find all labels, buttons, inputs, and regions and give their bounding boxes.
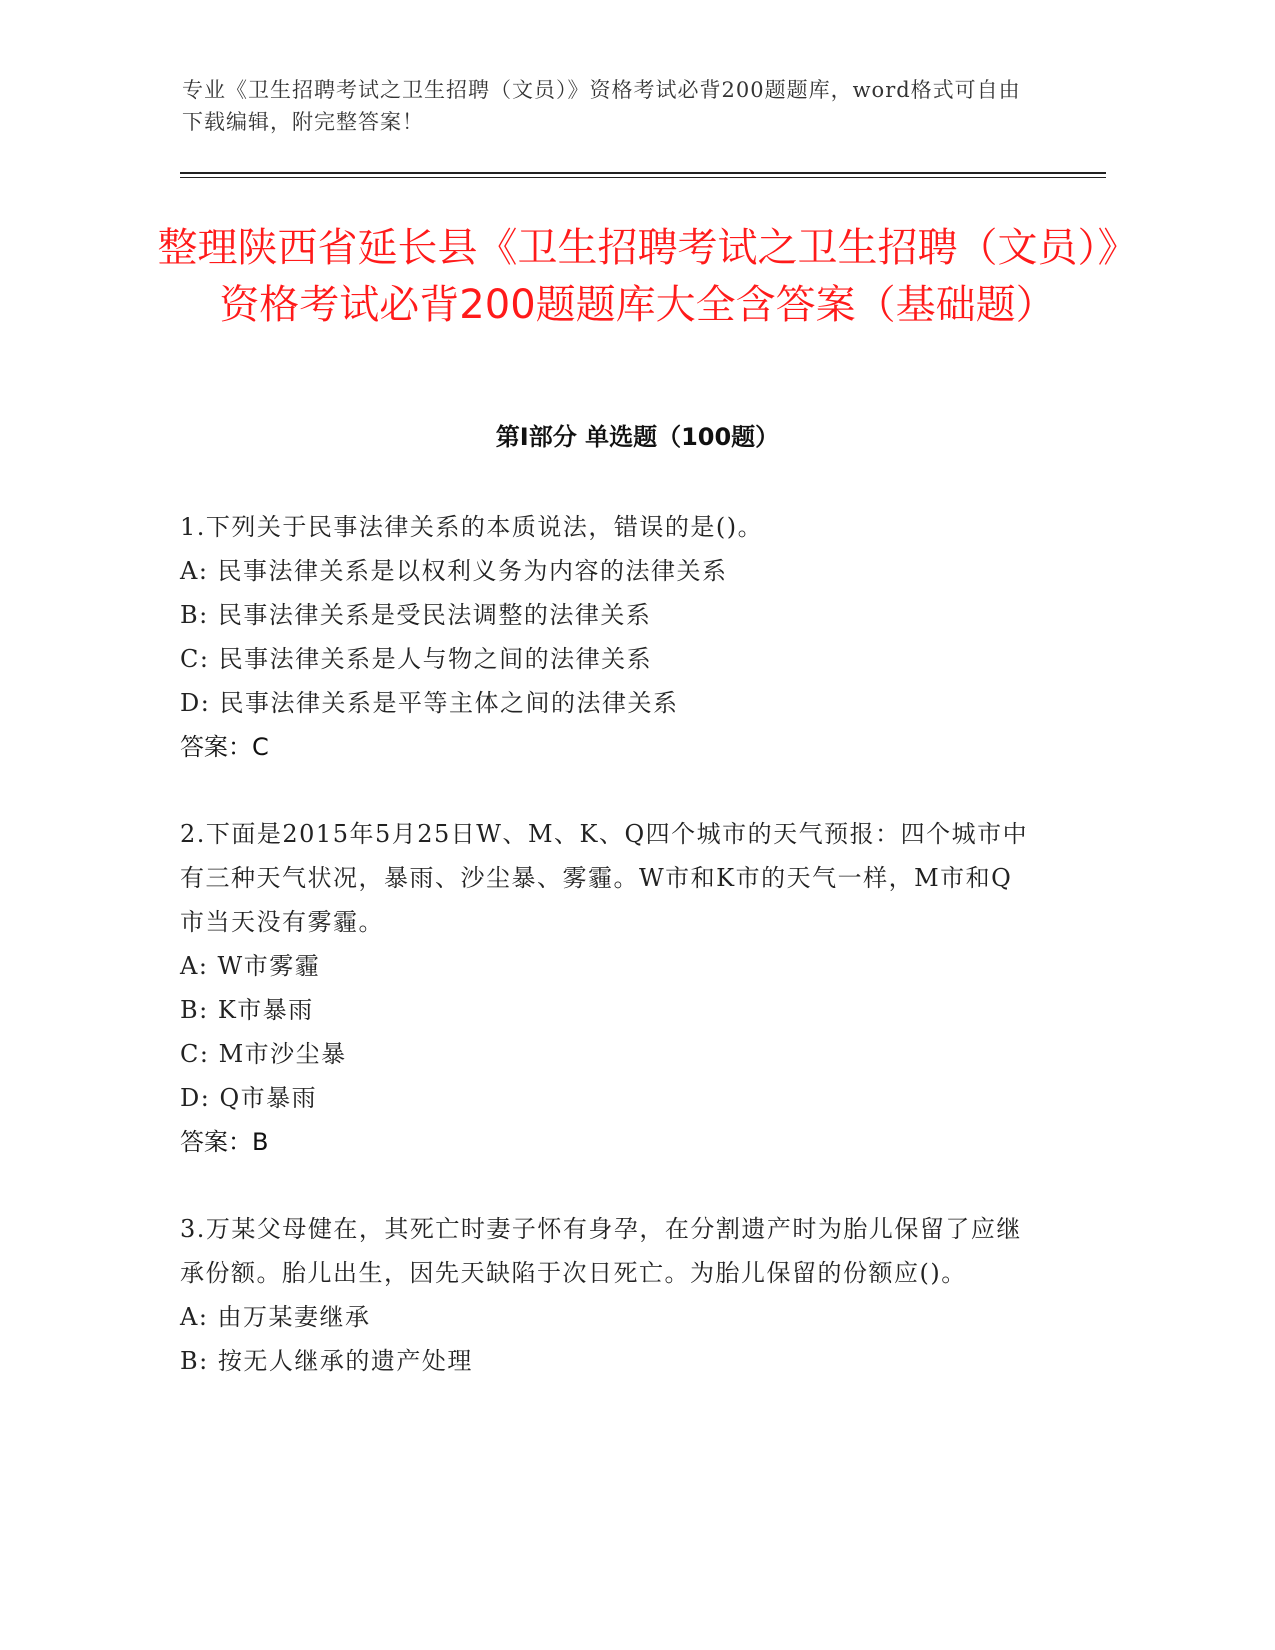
- section-heading: 第Ⅰ部分 单选题（100题）: [495, 423, 780, 451]
- option-b: B: 民事法律关系是受民法调整的法律关系: [180, 601, 652, 629]
- question-text: 2.下面是2015年5月25日W、M、K、Q四个城市的天气预报：四个城市中有三种天气状况，暴雨、沙尘暴、雾霾。W市和K市的天气一样，M市和Q市当天没有雾霾。: [180, 820, 1029, 936]
- answer: 答案：C: [180, 733, 269, 761]
- option-a: A: W市雾霾: [180, 952, 321, 980]
- option-d: D: 民事法律关系是平等主体之间的法律关系: [180, 689, 679, 717]
- option-b: B: 按无人继承的遗产处理: [180, 1347, 473, 1375]
- question-1: [180, 505, 1030, 769]
- answer: 答案：B: [180, 1128, 269, 1156]
- question-2: [180, 812, 1030, 1164]
- option-b: B: K市暴雨: [180, 996, 314, 1024]
- document-title: 整理陕西省延长县《卫生招聘考试之卫生招聘（文员）》资格考试必背200题题库大全含答案（基础题）: [157, 225, 1118, 328]
- question-text: 1.下列关于民事法律关系的本质说法，错误的是()。: [180, 513, 764, 541]
- question-list: [180, 505, 1030, 1426]
- question-text: 3.万某父母健在，其死亡时妻子怀有身孕，在分割遗产时为胎儿保留了应继承份额。胎儿出生，因先天缺陷于次日死亡。为胎儿保留的份额应()。: [180, 1215, 1022, 1287]
- option-d: D: Q市暴雨: [180, 1084, 318, 1112]
- option-c: C: 民事法律关系是人与物之间的法律关系: [180, 645, 653, 673]
- option-c: C: M市沙尘暴: [180, 1040, 347, 1068]
- header-divider-thick: [180, 172, 1106, 174]
- question-3: [180, 1207, 1030, 1383]
- header-note: 专业《卫生招聘考试之卫生招聘（文员）》资格考试必背200题题库，word格式可自由下载编辑，附完整答案！: [182, 78, 1021, 134]
- option-a: A: 民事法律关系是以权利义务为内容的法律关系: [180, 557, 728, 585]
- option-a: A: 由万某妻继承: [180, 1303, 371, 1331]
- header-divider-thin: [180, 177, 1106, 178]
